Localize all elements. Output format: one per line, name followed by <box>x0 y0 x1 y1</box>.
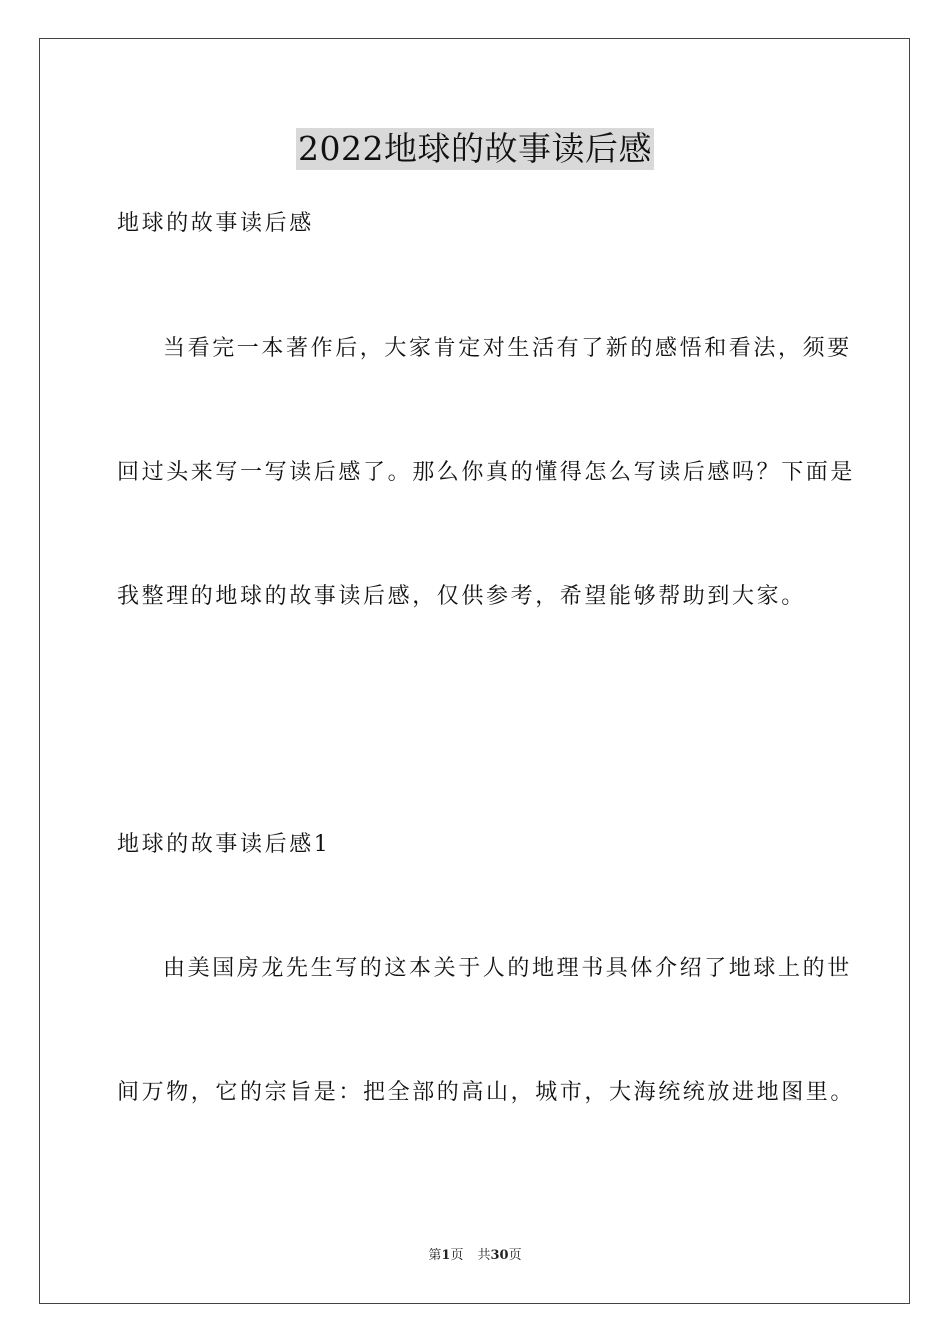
intro-line-3: 我整理的地球的故事读后感，仅供参考，希望能够帮助到大家。 <box>117 584 806 609</box>
total-page-number: 30 <box>490 1248 509 1263</box>
intro-line-1: 当看完一本著作后，大家肯定对生活有了新的感悟和看法，须要 <box>163 336 852 361</box>
page-footer <box>0 1247 950 1265</box>
page-prefix: 第 <box>428 1248 442 1263</box>
section-heading-1: 地球的故事读后感1 <box>117 832 331 857</box>
page-suffix: 页 <box>450 1248 464 1263</box>
document-title: 2022地球的故事读后感 <box>298 129 652 168</box>
intro-line-2: 回过头来写一写读后感了。那么你真的懂得怎么写读后感吗？下面是 <box>117 460 856 485</box>
total-suffix: 页 <box>508 1248 522 1263</box>
subtitle: 地球的故事读后感 <box>117 211 314 236</box>
section1-line-1: 由美国房龙先生写的这本关于人的地理书具体介绍了地球上的世 <box>163 956 852 981</box>
section1-line-2: 间万物，它的宗旨是：把全部的高山，城市，大海统统放进地图里。 <box>117 1080 856 1105</box>
total-prefix: 共 <box>477 1248 491 1263</box>
current-page-number: 1 <box>441 1248 451 1263</box>
title-container <box>0 128 950 170</box>
